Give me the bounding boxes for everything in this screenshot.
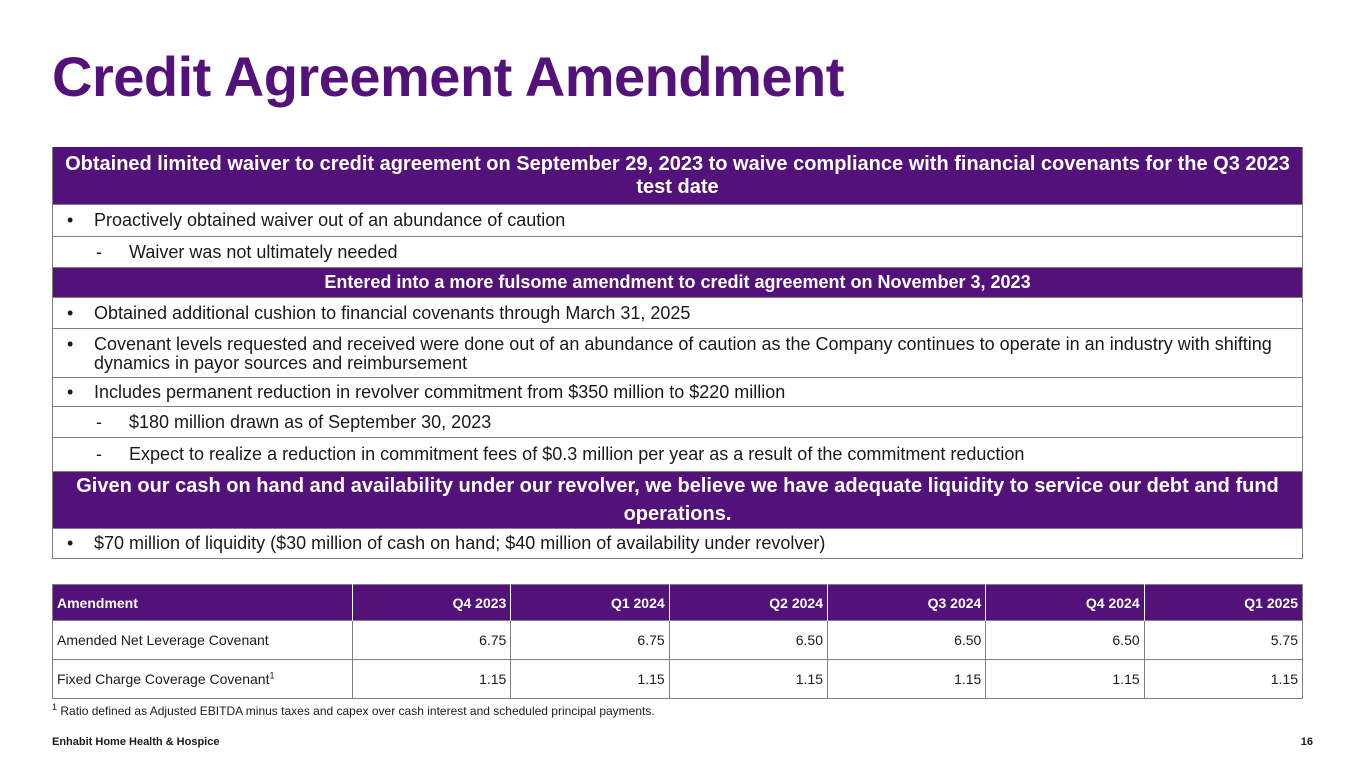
list-item: [53, 529, 1302, 559]
page-title: Credit Agreement Amendment: [52, 45, 844, 108]
table-cell: 1.15: [1144, 660, 1302, 699]
table-cell: 1.15: [511, 660, 669, 699]
list-item-text: Covenant levels requested and received were done out of an abundance of caution as the Company continues to operate in an industry with shifting dynamics in payor sources and reimbursement: [94, 334, 1272, 373]
list-item-text: Includes permanent reduction in revolver commitment from $350 million to $220 million: [94, 381, 786, 402]
footnote-marker: 1: [52, 702, 58, 712]
section-header-text: Obtained limited waiver to credit agreement on September 29, 2023 to waive compliance with financial covenants for the Q3 2023 test date: [65, 152, 1290, 198]
table-cell: 6.50: [986, 621, 1144, 660]
bullet-marker: •: [67, 334, 74, 354]
row-label-text: Fixed Charge Coverage Covenant: [57, 671, 270, 687]
section-header-liquidity: [53, 472, 1302, 529]
column-header: Q1 2024: [511, 585, 669, 621]
row-label-text: Amended Net Leverage Covenant: [57, 632, 269, 648]
column-header: Q2 2024: [669, 585, 827, 621]
list-item-text: $70 million of liquidity ($30 million of cash on hand; $40 million of availability under revolver): [94, 533, 826, 553]
section-header-amendment: [53, 268, 1302, 298]
covenant-table: [52, 584, 1303, 699]
list-item-text: $180 million drawn as of September 30, 2023: [129, 411, 492, 432]
dash-marker: -: [96, 444, 102, 464]
bullet-marker: •: [67, 533, 74, 553]
table-cell: 6.75: [353, 621, 511, 660]
table-cell: 1.15: [353, 660, 511, 699]
dash-marker: -: [96, 241, 102, 262]
table-row: [53, 621, 1303, 660]
table-cell: 5.75: [1144, 621, 1302, 660]
table-cell: 6.50: [827, 621, 985, 660]
footnote-text: Ratio defined as Adjusted EBITDA minus taxes and capex over cash interest and scheduled principal payments.: [57, 704, 655, 718]
list-item: [53, 378, 1302, 407]
summary-panel: [52, 147, 1303, 559]
list-item-text: Obtained additional cushion to financial covenants through March 31, 2025: [94, 302, 691, 323]
column-header: Q4 2024: [986, 585, 1144, 621]
list-item-text: Expect to realize a reduction in commitment fees of $0.3 million per year as a result of the commitment reduction: [129, 444, 1025, 464]
bullet-marker: •: [67, 381, 74, 402]
list-item: [53, 298, 1302, 329]
row-label: [53, 621, 353, 660]
column-header: Amendment: [53, 585, 353, 621]
bullet-marker: •: [67, 210, 74, 230]
footer-company: Enhabit Home Health & Hospice: [52, 736, 220, 748]
column-header: Q4 2023: [353, 585, 511, 621]
dash-marker: -: [96, 411, 102, 432]
row-label: [53, 660, 353, 699]
list-item-text: Proactively obtained waiver out of an abundance of caution: [94, 210, 566, 230]
column-header: Q3 2024: [827, 585, 985, 621]
table-cell: 1.15: [986, 660, 1144, 699]
table-cell: 1.15: [669, 660, 827, 699]
column-header: Q1 2025: [1144, 585, 1302, 621]
section-header-text: Entered into a more fulsome amendment to credit agreement on November 3, 2023: [324, 272, 1031, 292]
bullet-marker: •: [67, 302, 74, 323]
footnote-ref: 1: [269, 670, 275, 681]
table-cell: 6.75: [511, 621, 669, 660]
list-item: [53, 329, 1302, 378]
list-subitem: [53, 438, 1302, 472]
list-subitem: [53, 237, 1302, 268]
section-header-waiver: [53, 147, 1302, 205]
section-header-text: Given our cash on hand and availability under our revolver, we believe we have adequate liquidity to service our debt and fund operations.: [76, 475, 1279, 525]
list-subitem: [53, 407, 1302, 438]
list-item-text: Waiver was not ultimately needed: [129, 241, 398, 262]
list-item: [53, 205, 1302, 237]
footnote: [52, 704, 655, 718]
table-cell: 1.15: [827, 660, 985, 699]
table-header-row: [53, 585, 1303, 621]
table-row: [53, 660, 1303, 699]
page-number: 16: [1300, 736, 1313, 748]
table-cell: 6.50: [669, 621, 827, 660]
